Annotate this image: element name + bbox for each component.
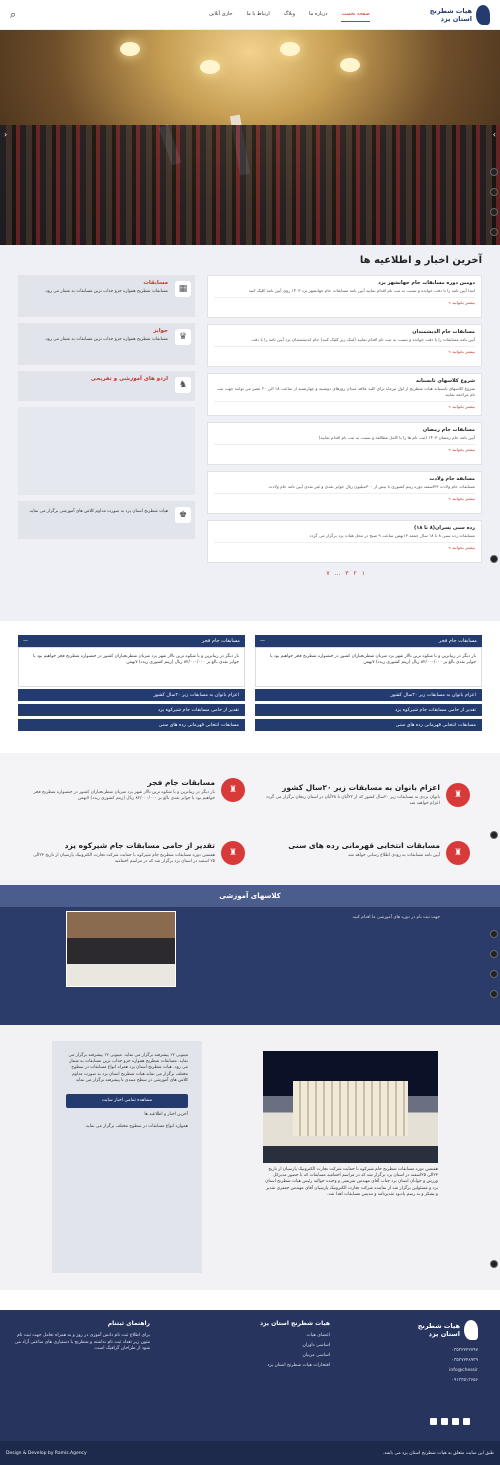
float-social-icon[interactable] [490,930,498,938]
news-card[interactable]: مسابقات جام الدیشمندان آیین نامه مسابقات را با دقت خوانده و نسبت به ثبت نام اقدام نمایید (لینک زیر کلیک کنید) جام اندیشمندان یزد آیین نامه را با دقت بیشتر بخوانید » [207,324,482,367]
footer-link[interactable]: اساسی مربیان [302,1353,330,1358]
features-sidebar [18,275,195,545]
email[interactable]: info@chessir [449,1368,478,1373]
page-2[interactable]: ۲ [353,570,357,577]
news-card[interactable]: دومین دوره مسابقات جام جهانشهر یزد ابتدا آیین نامه را با دقت خوانده و نسبت به ثبت نام اقدام نمایید آیین نامه مسابقات جام جهانشهر یزد ۱۴۰۳ روی آیین نامه کلیک کنید بیشتر بخوانید » [207,275,482,318]
feature-item[interactable]: ♜ تقدیر از حامی مسابقات جام شیرکوه یزد هفتمین دوره مسابقات شطرنج جام شیرکوه با حمایت شرکت تجارت الکترونیک پارسیان از تاریخ ۲۳الی ۲۵ اسفند در استان یزد برگزار شد که در مراسم اختتامیه [30,841,245,865]
social-links [430,1418,470,1425]
chess-piece-icon: ♜ [221,841,245,865]
instagram-icon[interactable] [463,1418,470,1425]
footer-contact [408,1320,478,1388]
phone[interactable]: ۰۳۵۳۲۲۲۲۷۹۷ [451,1348,478,1353]
tab-link[interactable]: تقدیر از حامی مسابقات جام شیرکوه یزد [255,704,482,717]
slider-prev-icon[interactable]: ‹ [4,130,8,139]
news-card[interactable]: شروع کلاسهای تابستانه شروع کلاسهای تابستانه هیات شطرنج از اول تیرماه برای کلیه علاقه مندان روزهای دوشنبه و چهارشنبه از ساعت ۱۸ الی ۲۰ عصر می توانند جهت ثبت نام مراجعه نمایند بیشتر بخوانید » [207,373,482,416]
twitter-icon[interactable] [441,1418,448,1425]
class-photo [66,911,176,987]
tab-panel-right [255,635,482,732]
building-illustration [293,1081,408,1136]
news-section [0,245,500,621]
logo-mark-icon [464,1320,478,1340]
classes-section [0,885,500,1025]
linkedin-icon[interactable] [452,1418,459,1425]
credit[interactable]: Design & Develop by Ramis.Agency [6,1450,87,1456]
tab-link[interactable]: مسابقات انتخابی قهرمانی رده های سنی [255,719,482,732]
read-more-link[interactable]: بیشتر بخوانید » [214,297,475,305]
read-more-link[interactable]: بیشتر بخوانید » [214,346,475,354]
chess-piece-icon: ♜ [446,841,470,865]
hero-slider [0,30,500,245]
page-3[interactable]: ۳ [345,570,349,577]
page-1[interactable]: ۱ [361,570,365,577]
chess-piece-icon: ♜ [221,778,245,802]
footer-links: هیات شطرنج استان یزد اعضای هیات اساسی داوران اساسی مربیان افتخارات هیات شطرنج استان یزد [210,1320,330,1373]
nav-contact[interactable]: ارتباط با ما [246,11,270,17]
nav-about[interactable]: درباره ما [309,11,328,17]
float-social-icon[interactable] [490,950,498,958]
footer-bottom [0,1441,500,1465]
read-more-link[interactable]: بیشتر بخوانید » [214,493,475,501]
footer-logo[interactable]: هیات شطرنج استان یزد [408,1320,478,1340]
chandelier-decoration [280,42,300,56]
nav-online[interactable]: جاری آنلاین [209,11,233,17]
float-social-icon[interactable] [490,228,498,236]
footer-link[interactable]: افتخارات هیات شطرنج استان یزد [267,1363,330,1368]
phone[interactable]: ۰۳۵۳۷۲۴۸۹۳۹ [451,1358,478,1363]
tab-body: بار دیگر در زیبا‌ترین و با شکوه ترین تالار شهر یزد میزبان شطرنجبازان کشور در جشنواره شطرنج فجر خواهیم بود با جوایز نقدی بالغ بر ۸۲/۰۰۰/۰۰۰ ریال (ریتم کشوری ریدد) ۷بهمن [255,647,482,687]
side-card-camps[interactable]: ♞ اردو های آموزشی و تفریحی [18,371,195,401]
mobile[interactable]: ۰۹۱۳۳۵۱۳۶۵۶ [451,1378,478,1383]
read-more-link[interactable]: بیشتر بخوانید » [214,401,475,409]
read-more-link[interactable]: بیشتر بخوانید » [214,542,475,550]
float-social-icon[interactable] [490,168,498,176]
logo-text: هیات شطرنج استان یزد [429,6,472,23]
side-card-classes[interactable]: ♚ هیات شطرنج استان یزد به صورت مداوم کلاس های آموزشی برگزار می نماید. [18,501,195,539]
side-card-prizes[interactable]: ♛ جوایز مسابقات شطرنج همواره جزو جذاب ترین مسابقات به شمار می رود. [18,323,195,365]
news-title: آخرین اخبار و اطلاعیه ها [359,255,482,266]
page-ellipsis: ... [334,570,341,577]
footer-link[interactable]: اساسی داوران [302,1343,330,1348]
footer-link[interactable]: اعضای هیات [306,1333,330,1338]
float-social-icon[interactable] [490,970,498,978]
chess-king-icon: ♚ [175,507,191,523]
news-card[interactable]: رده سنی پسران(۸ تا ۱۸) مسابقات رده سنی ۸ تا ۱۸ سال جمعه ۱۳بهمن ساعت ۹ صبح در محل هیات یزد برگزار می گردد بیشتر بخوانید » [207,520,482,563]
classes-title: کلاسهای آموزشی [0,885,500,907]
nav-blog[interactable]: وبلاگ [283,11,296,17]
float-social-icon[interactable] [490,188,498,196]
news-card[interactable]: مسابقات جام رمضان آیین نامه جام رمضان ۱۴۰۳ (ثبت نام ها را با کامل مطالعه و نسبت به ثبت نام اقدام نمایید) بیشتر بخوانید » [207,422,482,465]
tabs-section [0,621,500,753]
chandelier-decoration [340,58,360,72]
slider-next-icon[interactable]: › [492,130,496,139]
tab-header[interactable]: مسابقات جام فجر — [255,635,482,647]
side-card-competitions[interactable]: ▦ مسابقات مسابقات شطرنج همواره جزو جذاب ترین مسابقات به شمار می رود. [18,275,195,317]
pagination [326,570,365,577]
tab-body: بار دیگر در زیبا‌ترین و با شکوه ترین تالار شهر یزد میزبان شطرنجبازان کشور در جشنواره شطرنج فجر خواهیم بود با جوایز نقدی بالغ بر ۸۲/۰۰۰/۰۰۰ ریال (ریتم کشوری ریدد) ۷بهمن [18,647,245,687]
feature-item[interactable]: ♜ مسابقات انتخابی قهرمانی رده های سنی آیین نامه مسابقات به زودی اطلاع رسانی خواهد شد [255,841,470,859]
minus-icon[interactable]: — [260,638,265,644]
about-text: هفتمین دوره مسابقات شطرنج جام شیرکوه با حمایت شرکت تجارت الکترونیک پارسیان از تاریخ ۲۳الی ۲۵اسفند در استان یزد برگزار شد که در مراسم اختتامیه مسابقات که با حضور مدیرکل ورزش و جوانان استان یزد جناب آقای مهندس شریعتی و وحیده حوالیه رئیس هیات شطرنج استان یزد و مسئولین برگزار شد از نماینده شرکت تجارت الکترونیک پارسیان آقای مهندس جعفری تقدیر و تشکر و به رسم یادبود تقدیرنامه و تندیس مسابقات اهدا شد. [265,1167,438,1197]
main-nav [209,7,370,22]
news-card[interactable]: مسابقه جام ولادت مسابقات جام ولادت ۲۳اسفند دوره ریتم کشوری با بیش از ۳۰۰میلیون ریال جوایز نقدی و غیر نقدی آیین نامه جام ولادت بیشتر بخوانید » [207,471,482,514]
news-list [207,275,482,569]
about-section [0,1025,500,1290]
venue-photo [263,1051,438,1163]
tab-link[interactable]: اعزام بانوان به مسابقات زیر ۲۰سال کشور [18,689,245,702]
tab-link[interactable]: مسابقات انتخابی قهرمانی رده های سنی [18,719,245,732]
feature-item[interactable]: ♜ مسابقات جام فجر بار دیگر در زیباترین و با شکوه ترین تالار شهر یزد میزبان شطرنجبازان کشور در جشنواره شطرنج فجر خواهیم بود با جوایز نقدی بالغ بر ۸۲/۰۰۰/۰۰۰ ریال (ریتم کشوری ریدد) ۷بهمن [30,778,245,802]
float-social-icon[interactable] [490,1260,498,1268]
logo[interactable] [430,5,490,25]
youtube-icon[interactable] [430,1418,437,1425]
tab-panel-left [18,635,245,732]
search-icon[interactable]: ⌕ [10,7,17,21]
chandelier-decoration [200,60,220,74]
all-news-button[interactable]: مشاهده تمامی اخبار سایت [66,1094,188,1108]
tab-link[interactable]: اعزام بانوان به مسابقات زیر ۲۰سال کشور [255,689,482,702]
chess-icon: ♞ [175,377,191,393]
float-social-icon[interactable] [490,831,498,839]
tab-header[interactable]: مسابقات جام فجر — [18,635,245,647]
site-footer [0,1310,500,1465]
minus-icon[interactable]: — [23,638,28,644]
chessboard-icon: ▦ [175,281,191,297]
page-7[interactable]: ۷ [326,570,330,577]
chandelier-decoration [120,42,140,56]
side-card-spacer [18,407,195,495]
copyright: طبق این سایت متعلق به هیات شطرنج استان یزد می باشد. [382,1450,494,1456]
features-section [0,753,500,885]
about-card: میتونی ۱۲ پیشرفته برگزار می نماید. میتونی ۱۲ پیشرفته برگزار می نماید. مسابقات شطرنج همواره جزو جذاب ترین مسابقات به شمار می رود. هیات شطرنج استان یزد همراه انواع مسابقات در سطوح مختلف برگزار می نماید.هیات شطرنج استان یزد به صورت مداوم کلاس های آموزشی در سطح مبتدی تا پیشرفته برگزار می نماید مشاهده تمامی اخبار سایت آخرین اخبار و اطلاعیه ها همواره انواع مسابقات در سطوح مختلف برگزار می نماید. [52,1041,202,1273]
players-crowd [0,125,500,245]
read-more-link[interactable]: بیشتر بخوانید » [214,444,475,452]
classes-note: جهت ثبت نام در دوره های آموزشی ما اقدام کنید. [351,915,440,920]
logo-mark-icon [476,5,490,25]
trophy-icon: ♛ [175,329,191,345]
tab-link[interactable]: تقدیر از حامی مسابقات جام شیرکوه یزد [18,704,245,717]
nav-home[interactable]: صفحه نخست [341,7,369,22]
footer-guide: راهنمای ثبتنام برای اطلاع ثبت نام دانش آموزی در روز و به همراه تعامل جهت ثبت نام متون زیر تعداد ثبت نام نداشته و شطرنج با دستیاری های ساعتی آزاد می شود از طراحان گرافیک است. [14,1320,150,1351]
chess-piece-icon: ♜ [446,783,470,807]
float-social-icon[interactable] [490,208,498,216]
site-header [0,0,500,30]
feature-item[interactable]: ♜ اعزام بانوان به مسابقات زیر ۲۰سال کشور بانوان یزدی به مسابقات زیر ۲۰سال کشور که از ۲۲آبان تا ۲۸آبان در استان زنجان برگزار می گردد اعزام خواهند شد [255,783,470,807]
float-social-icon[interactable] [490,990,498,998]
float-social-icon[interactable] [490,555,498,563]
